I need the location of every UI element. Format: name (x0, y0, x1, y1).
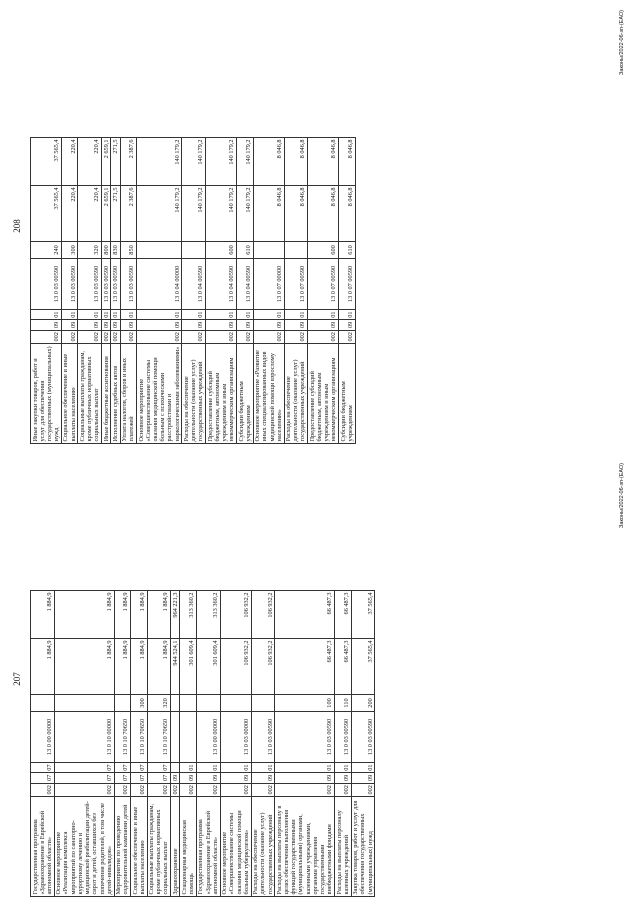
expense-type-code: 600 (206, 241, 237, 258)
table-row (114, 590, 130, 896)
target-article-code: 13 0 04 00000 (137, 258, 182, 309)
row-name: Основное мероприятие «Реализация комплекса мероприятий по санаторно-курортному лечению и медицинской реабилитации детей-сирот и детей, оставшихся без попечения родителей, в том числе детей-инвалидов» (54, 797, 114, 897)
amount-year-1: 66 487,3 (335, 638, 351, 694)
ved-code: 002 (111, 332, 119, 342)
target-article-code: 13 0 03 00590 (351, 711, 375, 762)
page-number: 207 (12, 672, 22, 686)
section-code: 09 (31, 320, 62, 330)
expense-type-code: 200 (351, 694, 375, 711)
row-name: Социальные выплаты гражданам, кроме публичных нормативных социальных выплат (78, 344, 102, 444)
row-name: Иные закупки товаров, работ и услуг для обеспечения государственных (муниципальных) нужд (31, 344, 62, 444)
table-row (251, 590, 275, 896)
table-row (31, 137, 62, 443)
section-code: 09 (171, 774, 179, 782)
row-name: Предоставление субсидий бюджетным, автономным учреждениям и иным некоммерческим организациям (308, 344, 339, 444)
ved-code: 002 (131, 783, 147, 796)
section-code: 09 (237, 320, 253, 330)
amount-year-1: 1 884,9 (31, 638, 55, 694)
table-row (196, 590, 220, 896)
section-code: 09 (61, 320, 77, 330)
ved-code: 002 (251, 783, 275, 796)
amount-year-2: 8 046,8 (308, 137, 339, 185)
expense-type-code: 800 (102, 241, 111, 258)
subsection-code: 01 (180, 762, 196, 772)
target-article-code: 13 0 03 00590 (120, 258, 136, 309)
row-name: Иные бюджетные ассигнования (102, 344, 111, 444)
section-code: 09 (251, 773, 275, 783)
section-code: 09 (351, 773, 375, 783)
target-article-code: 13 0 04 00590 (237, 258, 253, 309)
subsection-code: 07 (54, 762, 114, 772)
amount-year-2: 2 387,6 (120, 137, 136, 185)
table-row (137, 137, 182, 443)
page-footer: Законы/2022-06-зп-(ЕАО) (619, 10, 625, 75)
amount-year-1: 37 565,4 (351, 638, 375, 694)
section-code: 09 (196, 773, 220, 783)
subsection-code: 01 (111, 311, 119, 318)
expense-type-code: 830 (111, 241, 120, 258)
subsection-code: 01 (275, 762, 335, 772)
subsection-code (171, 762, 180, 772)
section-code: 09 (335, 773, 351, 783)
expense-type-code (182, 241, 206, 258)
ved-code: 002 (220, 783, 251, 796)
target-article-code: 13 0 03 00590 (102, 258, 111, 309)
section-code: 07 (147, 773, 171, 783)
expense-type-code: 850 (120, 241, 136, 258)
subsection-code: 01 (253, 309, 284, 319)
expense-type-code: 300 (61, 241, 77, 258)
ved-code: 002 (120, 330, 136, 343)
row-name: Социальные выплаты гражданам, кроме публичных нормативных социальных выплат (147, 797, 171, 897)
target-article-code: 13 0 10 70650 (131, 711, 147, 762)
subsection-code: 01 (351, 762, 375, 772)
subsection-code: 07 (114, 762, 130, 772)
page-footer: Законы/2022-06-зп-(ЕАО) (619, 463, 625, 528)
amount-year-2: 964 221,3 (171, 590, 180, 638)
row-name: Исполнение судебных актов (111, 344, 120, 444)
expense-type-code (137, 241, 182, 258)
amount-year-1: 271,5 (111, 185, 120, 241)
table-row (206, 137, 237, 443)
row-name: Здравоохранение (171, 797, 180, 897)
amount-year-2: 66 487,3 (275, 590, 335, 638)
section-code: 09 (206, 320, 237, 330)
page-207 (0, 453, 639, 905)
amount-year-2: 220,4 (78, 137, 102, 185)
amount-year-2: 8 046,8 (339, 137, 355, 185)
section-code: 09 (102, 321, 110, 329)
amount-year-2: 1 884,9 (114, 590, 130, 638)
section-code: 07 (54, 773, 114, 783)
row-name: Расходы на обеспечение деятельности (оказание услуг) государственных учреждений (284, 344, 308, 444)
amount-year-2: 313 360,2 (180, 590, 196, 638)
row-name: Расходы на обеспечение деятельности (оказание услуг) государственных учреждений (182, 344, 206, 444)
row-name: Расходы на выплаты персоналу в целях обеспечения выполнения функций государственными (муниципальными) органами, казенными учреждениями, органами управления государственными внебюджетными фондами (275, 797, 335, 897)
subsection-code: 01 (284, 309, 308, 319)
amount-year-1: 301 609,4 (196, 638, 220, 694)
amount-year-1: 1 884,9 (114, 638, 130, 694)
amount-year-2: 1 884,9 (31, 590, 55, 638)
table-row (308, 137, 339, 443)
budget-table (30, 137, 356, 444)
amount-year-1: 106 932,2 (251, 638, 275, 694)
ved-code: 002 (237, 330, 253, 343)
subsection-code: 01 (335, 762, 351, 772)
amount-year-2: 1 884,9 (54, 590, 114, 638)
row-name: Социальное обеспечение и иные выплаты населению (131, 797, 147, 897)
ved-code: 002 (78, 330, 102, 343)
subsection-code: 01 (237, 309, 253, 319)
row-name: Субсидии бюджетным учреждениям (339, 344, 355, 444)
amount-year-2: 37 565,4 (31, 137, 62, 185)
row-name: Уплата налогов, сборов и иных платежей (120, 344, 136, 444)
section-code: 07 (131, 773, 147, 783)
ved-code: 002 (351, 783, 375, 796)
table-row (220, 590, 251, 896)
amount-year-1: 8 046,8 (253, 185, 284, 241)
ved-code: 002 (196, 783, 220, 796)
section-code: 09 (339, 320, 355, 330)
target-article-code: 13 0 07 00590 (284, 258, 308, 309)
amount-year-1: 66 487,3 (275, 638, 335, 694)
target-article-code: 13 0 03 00590 (61, 258, 77, 309)
ved-code: 002 (308, 330, 339, 343)
amount-year-1: 1 884,9 (131, 638, 147, 694)
ved-code: 002 (147, 783, 171, 796)
expense-type-code: 240 (31, 241, 62, 258)
expense-type-code (251, 694, 275, 711)
amount-year-1: 1 884,9 (147, 638, 171, 694)
table-row (131, 590, 147, 896)
amount-year-2: 106 932,2 (220, 590, 251, 638)
ved-code: 002 (31, 330, 62, 343)
table-row (335, 590, 351, 896)
amount-year-2: 66 487,3 (335, 590, 351, 638)
target-article-code: 13 0 07 00000 (253, 258, 284, 309)
page-number: 208 (12, 219, 22, 233)
table-row (182, 137, 206, 443)
target-article-code: 13 0 04 00590 (206, 258, 237, 309)
table-row (61, 137, 77, 443)
amount-year-1: 220,4 (78, 185, 102, 241)
table-row (102, 137, 111, 443)
subsection-code: 01 (120, 309, 136, 319)
expense-type-code (253, 241, 284, 258)
target-article-code: 13 0 00 00000 (196, 711, 220, 762)
target-article-code: 13 0 03 00000 (220, 711, 251, 762)
subsection-code: 01 (220, 762, 251, 772)
section-code: 09 (253, 320, 284, 330)
amount-year-1: 140 179,2 (182, 185, 206, 241)
table-row (111, 137, 120, 443)
target-article-code: 13 0 03 00590 (275, 711, 335, 762)
target-article-code: 13 0 10 70650 (147, 711, 171, 762)
ved-code: 002 (137, 330, 182, 343)
row-name: Закупка товаров, работ и услуг для обеспечения государственных (муниципальных) нужд (351, 797, 375, 897)
row-name: Расходы на выплаты персоналу казенных учреждений (335, 797, 351, 897)
section-code: 09 (120, 320, 136, 330)
subsection-code: 01 (308, 309, 339, 319)
row-name: Государственная программа «Здравоохранение в Еврейской автономной области» (196, 797, 220, 897)
amount-year-2: 313 360,2 (196, 590, 220, 638)
amount-year-2: 106 932,2 (251, 590, 275, 638)
target-article-code: 13 0 10 00000 (54, 711, 114, 762)
amount-year-2: 1 884,9 (131, 590, 147, 638)
expense-type-code (54, 694, 114, 711)
table-row (339, 137, 355, 443)
row-name: Субсидии бюджетным учреждениям (237, 344, 253, 444)
budget-table (30, 590, 375, 897)
row-name: Основное мероприятие «Совершенствование системы оказания медицинской помощи больным с психическими расстройствами и наркологическими заболеваниями» (137, 344, 182, 444)
expense-type-code (196, 694, 220, 711)
expense-type-code (114, 694, 130, 711)
amount-year-1: 2 387,6 (120, 185, 136, 241)
table-row (31, 590, 55, 896)
ved-code: 002 (284, 330, 308, 343)
amount-year-1: 140 179,2 (206, 185, 237, 241)
target-article-code (180, 711, 196, 762)
amount-year-2: 2 659,1 (102, 137, 111, 185)
expense-type-code: 320 (147, 694, 171, 711)
page-208 (0, 0, 639, 452)
subsection-code: 01 (251, 762, 275, 772)
target-article-code (171, 711, 180, 762)
subsection-code: 01 (339, 309, 355, 319)
expense-type-code: 610 (237, 241, 253, 258)
ved-code: 002 (182, 330, 206, 343)
subsection-code: 01 (196, 762, 220, 772)
section-code: 09 (275, 773, 335, 783)
expense-type-code: 300 (131, 694, 147, 711)
ved-code: 002 (54, 783, 114, 796)
expense-type-code (171, 694, 180, 711)
ved-code: 002 (114, 783, 130, 796)
table-row (171, 590, 180, 896)
expense-type-code: 110 (335, 694, 351, 711)
table-row (275, 590, 335, 896)
ved-code: 002 (206, 330, 237, 343)
section-code: 09 (284, 320, 308, 330)
ved-code: 002 (31, 783, 55, 796)
amount-year-1: 37 565,4 (31, 185, 62, 241)
section-code: 07 (31, 773, 55, 783)
section-code: 09 (180, 773, 196, 783)
amount-year-2: 140 179,2 (237, 137, 253, 185)
amount-year-2: 8 046,8 (284, 137, 308, 185)
row-name: Мероприятия по проведению оздоровительной кампании детей (114, 797, 130, 897)
target-article-code: 13 0 03 00590 (251, 711, 275, 762)
ved-code: 002 (253, 330, 284, 343)
subsection-code: 07 (131, 762, 147, 772)
ved-code: 002 (102, 332, 110, 342)
target-article-code: 13 0 03 00590 (111, 258, 120, 309)
expense-type-code (31, 694, 55, 711)
expense-type-code (284, 241, 308, 258)
expense-type-code: 100 (275, 694, 335, 711)
amount-year-1: 140 179,2 (137, 185, 182, 241)
amount-year-1: 8 046,8 (308, 185, 339, 241)
target-article-code: 13 0 03 00590 (31, 258, 62, 309)
amount-year-2: 140 179,2 (182, 137, 206, 185)
subsection-code: 01 (137, 309, 182, 319)
expense-type-code: 610 (339, 241, 355, 258)
ved-code: 002 (335, 783, 351, 796)
amount-year-1: 1 884,9 (54, 638, 114, 694)
expense-type-code: 320 (78, 241, 102, 258)
amount-year-2: 271,5 (111, 137, 120, 185)
target-article-code: 13 0 03 00590 (335, 711, 351, 762)
target-article-code: 13 0 07 00590 (308, 258, 339, 309)
row-name: Социальное обеспечение и иные выплаты населению (61, 344, 77, 444)
row-name: Основное мероприятие «Развитие иных специализированных видов медицинской помощи взрослому населению» (253, 344, 284, 444)
table-row (351, 590, 375, 896)
table-row (253, 137, 284, 443)
section-code: 09 (78, 320, 102, 330)
section-code: 07 (114, 773, 130, 783)
amount-year-2: 1 884,9 (147, 590, 171, 638)
subsection-code: 01 (78, 309, 102, 319)
section-code: 09 (220, 773, 251, 783)
amount-year-1: 220,4 (61, 185, 77, 241)
table-row (147, 590, 171, 896)
row-name: Предоставление субсидий бюджетным, автономным учреждениям и иным некоммерческим организациям (206, 344, 237, 444)
expense-type-code (220, 694, 251, 711)
subsection-code: 01 (206, 309, 237, 319)
amount-year-1: 140 179,2 (237, 185, 253, 241)
subsection-code: 07 (31, 762, 55, 772)
ved-code: 002 (61, 330, 77, 343)
amount-year-2: 140 179,2 (137, 137, 182, 185)
table-row (180, 590, 196, 896)
subsection-code: 07 (147, 762, 171, 772)
amount-year-2: 37 565,4 (351, 590, 375, 638)
amount-year-1: 106 932,2 (220, 638, 251, 694)
amount-year-1: 2 659,1 (102, 185, 111, 241)
target-article-code: 13 0 03 00590 (78, 258, 102, 309)
target-article-code: 13 0 00 00000 (31, 711, 55, 762)
amount-year-1: 944 524,1 (171, 638, 180, 694)
section-code: 09 (308, 320, 339, 330)
row-name: Расходы на обеспечение деятельности (оказание услуг) государственных учреждений (251, 797, 275, 897)
table-row (284, 137, 308, 443)
section-code: 09 (137, 320, 182, 330)
amount-year-2: 140 179,2 (206, 137, 237, 185)
section-code: 09 (111, 321, 119, 329)
subsection-code: 01 (31, 309, 62, 319)
table-row (120, 137, 136, 443)
expense-type-code: 600 (308, 241, 339, 258)
target-article-code: 13 0 04 00590 (182, 258, 206, 309)
subsection-code: 01 (182, 309, 206, 319)
subsection-code: 01 (102, 311, 110, 318)
table-row (54, 590, 114, 896)
ved-code: 002 (180, 783, 196, 796)
ved-code: 002 (275, 783, 335, 796)
amount-year-1: 8 046,8 (339, 185, 355, 241)
subsection-code: 01 (61, 309, 77, 319)
section-code: 09 (182, 320, 206, 330)
table-row (237, 137, 253, 443)
expense-type-code (180, 694, 196, 711)
amount-year-1: 301 609,4 (180, 638, 196, 694)
amount-year-2: 220,4 (61, 137, 77, 185)
target-article-code: 13 0 07 00590 (339, 258, 355, 309)
row-name: Стационарная медицинская помощь (180, 797, 196, 897)
ved-code: 002 (339, 330, 355, 343)
table-row (78, 137, 102, 443)
amount-year-2: 8 046,8 (253, 137, 284, 185)
row-name: Основное мероприятие «Совершенствование системы оказания медицинской помощи больным туберкулезом» (220, 797, 251, 897)
amount-year-1: 8 046,8 (284, 185, 308, 241)
ved-code: 002 (171, 785, 179, 795)
target-article-code: 13 0 10 70650 (114, 711, 130, 762)
row-name: Государственная программа «Здравоохранение в Еврейской автономной области» (31, 797, 55, 897)
